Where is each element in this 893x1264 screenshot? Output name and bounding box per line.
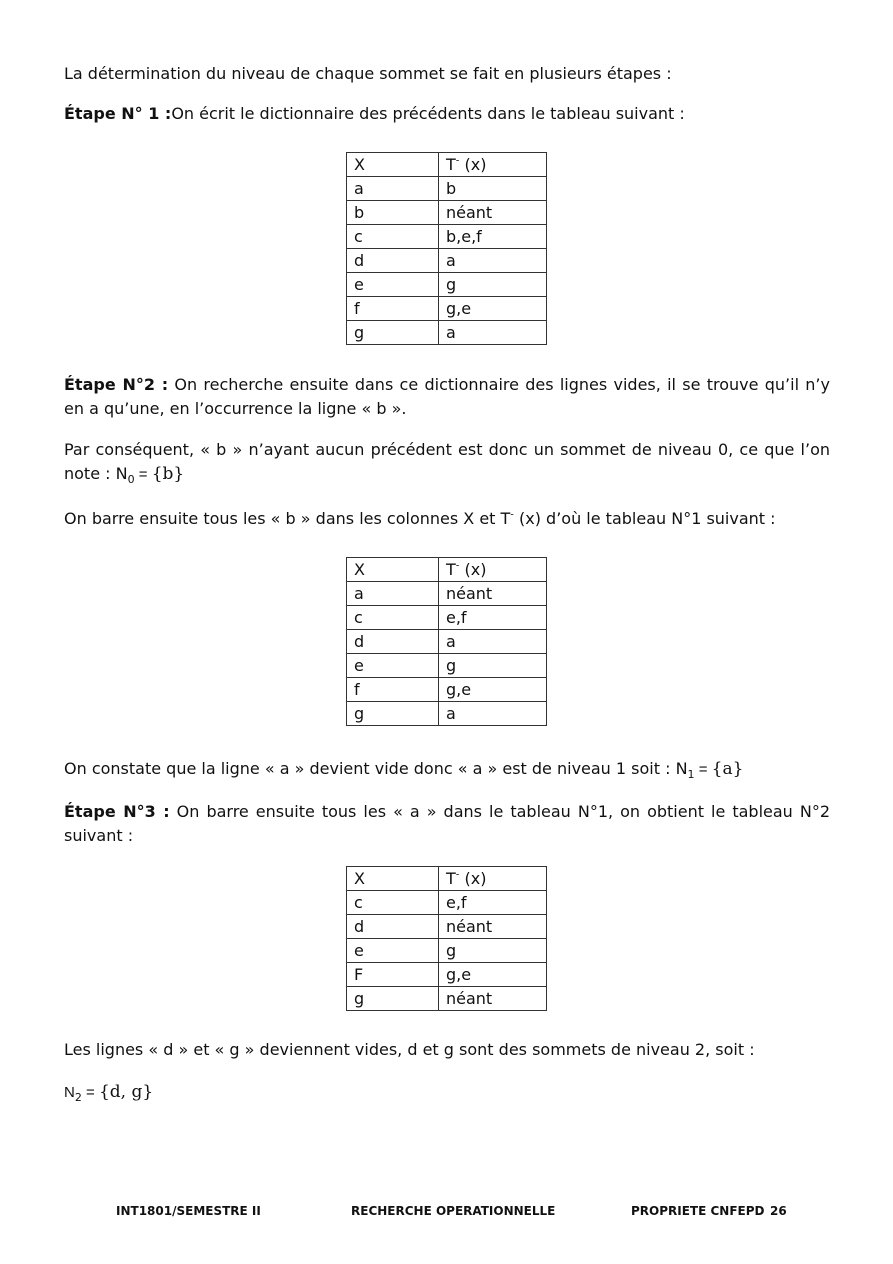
table-row <box>347 630 547 654</box>
column-header-predecessors: T- (x) <box>439 558 547 582</box>
table-row <box>347 297 547 321</box>
predecessors-cell: néant <box>439 915 547 939</box>
n1-equals: = <box>694 761 712 778</box>
predecessors-cell: b <box>439 177 547 201</box>
step1-text: On écrit le dictionnaire des précédents dans le tableau suivant : <box>171 104 685 123</box>
table-row <box>347 987 547 1011</box>
consequence-text: Par conséquent, « b » n’ayant aucun précédent est donc un sommet de niveau 0, ce que l’on note : N <box>64 440 830 483</box>
vertex-cell: c <box>347 225 439 249</box>
vertex-cell: a <box>347 177 439 201</box>
table-row <box>347 177 547 201</box>
predecessors-cell: e,f <box>439 891 547 915</box>
table-header-row <box>347 558 547 582</box>
level2-result <box>64 1080 830 1105</box>
footer-course-code: INT1801/SEMESTRE II <box>116 1204 261 1218</box>
strike-b-after: (x) d’où le tableau N°1 suivant : <box>513 509 776 528</box>
table-row <box>347 249 547 273</box>
step1-label: Étape N° 1 : <box>64 104 172 123</box>
table-row <box>347 891 547 915</box>
n1-set: {a} <box>711 759 744 779</box>
predecessors-cell: g <box>439 939 547 963</box>
vertex-cell: c <box>347 606 439 630</box>
table-row <box>347 273 547 297</box>
predecessors-cell: néant <box>439 987 547 1011</box>
strike-b-before: On barre ensuite tous les « b » dans les colonnes X et T <box>64 509 511 528</box>
column-header-predecessors: T- (x) <box>439 867 547 891</box>
vertex-cell: g <box>347 987 439 1011</box>
n2-set: {d, g} <box>98 1082 154 1102</box>
consequence-paragraph <box>64 438 830 487</box>
table-row <box>347 201 547 225</box>
n0-equals: = <box>134 466 152 483</box>
n0-subscript: 0 <box>127 473 135 487</box>
predecessors-cell: a <box>439 321 547 345</box>
step2-label: Étape N°2 : <box>64 375 169 394</box>
predecessors-cell: a <box>439 630 547 654</box>
step3-text: On barre ensuite tous les « a » dans le tableau N°1, on obtient le tableau N°2 suivant : <box>64 802 830 845</box>
vertex-cell: f <box>347 678 439 702</box>
predecessors-cell: g,e <box>439 963 547 987</box>
strike-b-sup: - <box>510 509 514 521</box>
n2-subscript: 2 <box>74 1091 82 1105</box>
step2-paragraph <box>64 373 830 421</box>
predecessors-cell: g <box>439 654 547 678</box>
predecessors-cell: g <box>439 273 547 297</box>
n2-label: N <box>64 1084 75 1101</box>
predecessors-cell: néant <box>439 582 547 606</box>
footer-course-title: RECHERCHE OPERATIONNELLE <box>351 1204 556 1218</box>
predecessors-cell: e,f <box>439 606 547 630</box>
vertex-cell: d <box>347 915 439 939</box>
level2-paragraph: Les lignes « d » et « g » deviennent vides, d et g sont des sommets de niveau 2, soit : <box>64 1040 755 1059</box>
table-row <box>347 678 547 702</box>
strike-b-paragraph <box>64 507 830 531</box>
table-row <box>347 225 547 249</box>
level1-text: On constate que la ligne « a » devient vide donc « a » est de niveau 1 soit : N <box>64 759 688 778</box>
level1-paragraph <box>64 757 830 782</box>
predecessors-cell: a <box>439 249 547 273</box>
predecessor-table-initial <box>346 152 547 345</box>
vertex-cell: c <box>347 891 439 915</box>
column-header-x: X <box>347 558 439 582</box>
table-row <box>347 939 547 963</box>
page-number: 26 <box>770 1204 787 1218</box>
table-header-row <box>347 867 547 891</box>
vertex-cell: F <box>347 963 439 987</box>
n1-subscript: 1 <box>687 768 695 782</box>
column-header-x: X <box>347 153 439 177</box>
predecessors-cell: g,e <box>439 678 547 702</box>
vertex-cell: e <box>347 939 439 963</box>
predecessors-cell: b,e,f <box>439 225 547 249</box>
n0-set: {b} <box>151 464 185 484</box>
predecessors-cell: g,e <box>439 297 547 321</box>
step3-paragraph <box>64 800 830 848</box>
step1-paragraph <box>64 102 830 126</box>
vertex-cell: b <box>347 201 439 225</box>
table-row <box>347 915 547 939</box>
table-row <box>347 654 547 678</box>
step3-label: Étape N°3 : <box>64 802 170 821</box>
table-header-row <box>347 153 547 177</box>
table-row <box>347 582 547 606</box>
vertex-cell: g <box>347 702 439 726</box>
column-header-x: X <box>347 867 439 891</box>
vertex-cell: e <box>347 654 439 678</box>
table-row <box>347 963 547 987</box>
vertex-cell: a <box>347 582 439 606</box>
predecessor-table-2 <box>346 866 547 1011</box>
intro-paragraph: La détermination du niveau de chaque sommet se fait en plusieurs étapes : <box>64 64 672 83</box>
n2-equals: = <box>81 1084 99 1101</box>
vertex-cell: g <box>347 321 439 345</box>
step2-text: On recherche ensuite dans ce dictionnaire des lignes vides, il se trouve qu’il n’y en a qu’une, en l’occurrence la ligne « b ». <box>64 375 830 418</box>
vertex-cell: f <box>347 297 439 321</box>
predecessors-cell: néant <box>439 201 547 225</box>
vertex-cell: e <box>347 273 439 297</box>
table-row <box>347 702 547 726</box>
column-header-predecessors: T- (x) <box>439 153 547 177</box>
predecessor-table-1 <box>346 557 547 726</box>
table-row <box>347 321 547 345</box>
vertex-cell: d <box>347 630 439 654</box>
footer-owner: PROPRIETE CNFEPD <box>631 1204 765 1218</box>
predecessors-cell: a <box>439 702 547 726</box>
vertex-cell: d <box>347 249 439 273</box>
table-row <box>347 606 547 630</box>
